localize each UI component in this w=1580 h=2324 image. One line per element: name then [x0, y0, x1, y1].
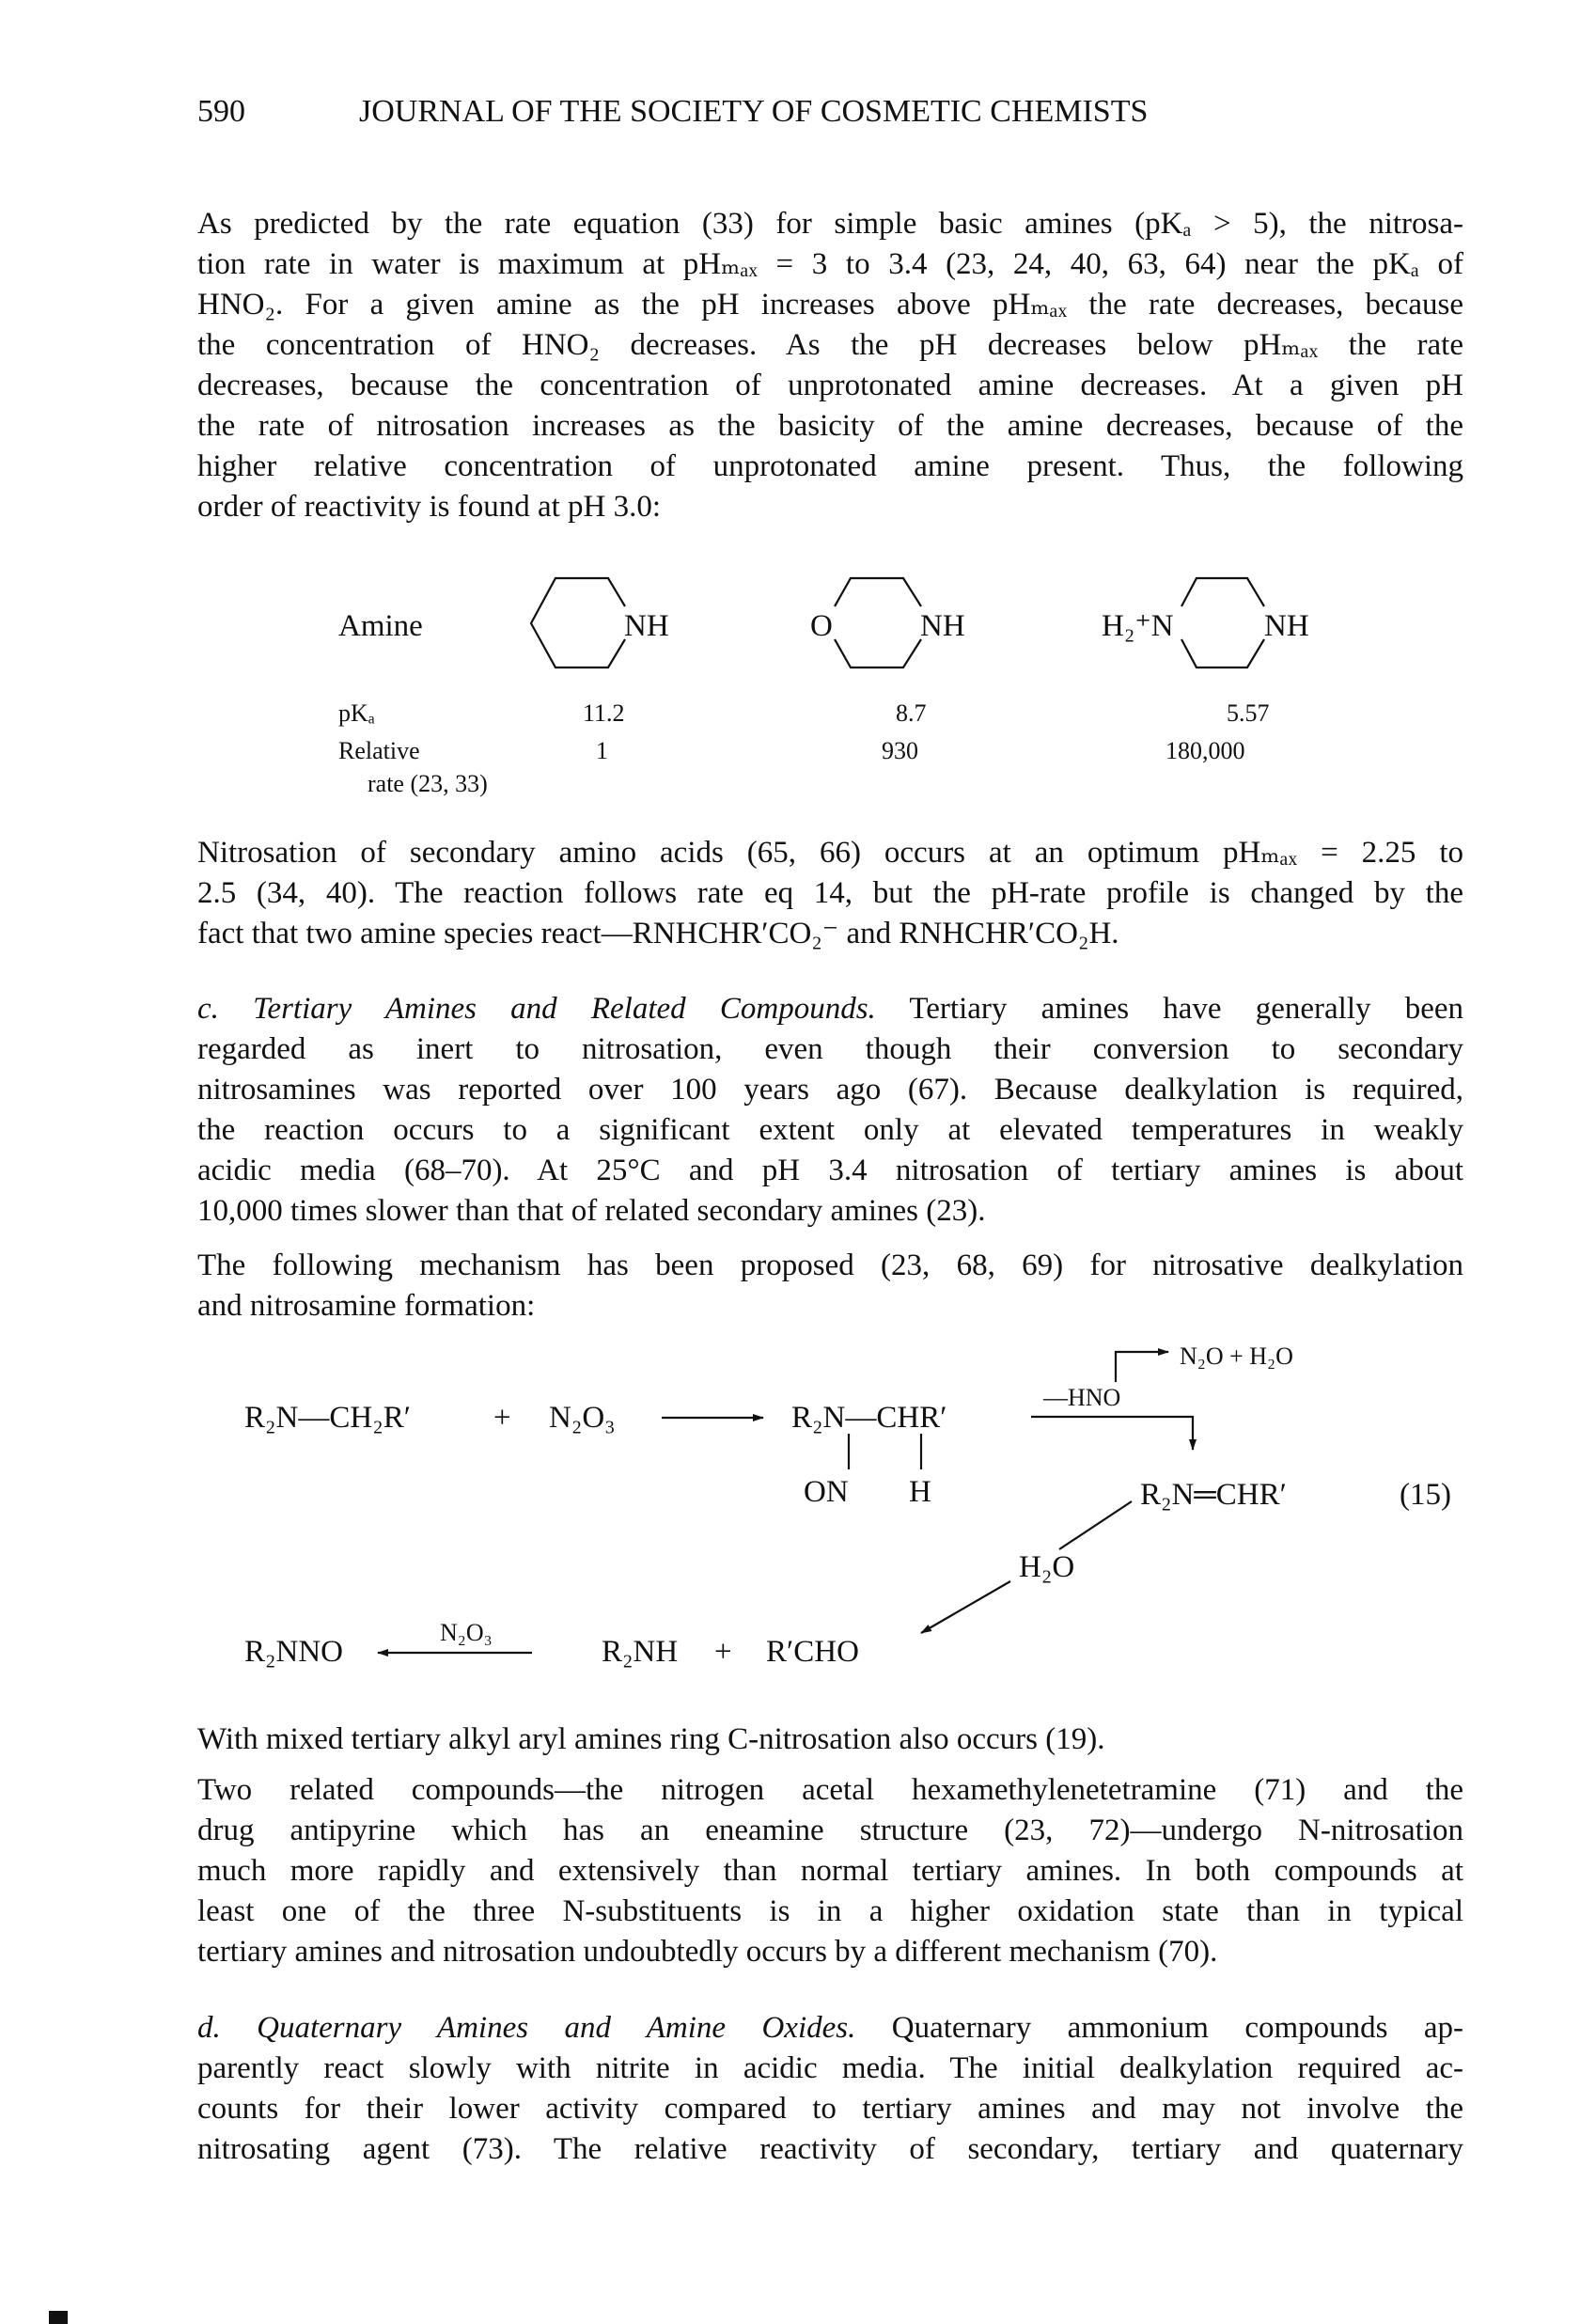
- paragraph-mixed-amines: [197, 1719, 1463, 1760]
- page-number: 590: [197, 94, 245, 129]
- text-line: tion rate in water is maximum at pHₘₐₓ = 3 to 3.4 (23, 24, 40, 63, 64) near the pKₐ of: [197, 247, 1463, 281]
- arrow-hydrolysis: [921, 1581, 1010, 1633]
- ring2-o: O: [810, 609, 833, 643]
- pka-value: 8.7: [896, 699, 927, 727]
- text-line: Two related compounds—the nitrogen acetal hexamethylenetetramine (71) and the: [197, 1773, 1463, 1807]
- scan-mark: [49, 2311, 68, 2324]
- byproduct: N₂O + H₂O: [1180, 1343, 1293, 1370]
- intermediate-on: ON: [804, 1475, 849, 1509]
- reagent-label: N₂O₃: [440, 1619, 493, 1646]
- text-line: much more rapidly and extensively than normal tertiary amines. In both compounds at: [197, 1854, 1463, 1888]
- equation-number: (15): [1400, 1478, 1451, 1512]
- text-line: order of reactivity is found at pH 3.0:: [197, 490, 662, 524]
- reagent: N₂O₃: [549, 1401, 616, 1435]
- line-hydrolysis: [1059, 1501, 1132, 1549]
- pka-value: 11.2: [583, 699, 625, 727]
- text-line: counts for their lower activity compared to tertiary amines and may not involve the: [197, 2092, 1463, 2126]
- rate-label: Relative: [338, 737, 420, 764]
- running-header: JOURNAL OF THE SOCIETY OF COSMETIC CHEMISTS: [359, 94, 1149, 129]
- text-line: With mixed tertiary alkyl aryl amines ring C-nitrosation also occurs (19).: [197, 1722, 1105, 1756]
- text-line: As predicted by the rate equation (33) for simple basic amines (pKₐ > 5), the nitrosa-: [197, 207, 1463, 241]
- text-line: the rate of nitrosation increases as the basicity of the amine decreases, because of the: [197, 409, 1463, 443]
- text-span: Quaternary ammonium compounds ap-: [891, 2011, 1464, 2045]
- loss-label: —HNO: [1043, 1384, 1121, 1411]
- amine-label: Amine: [338, 609, 423, 643]
- text-line: the concentration of HNO₂ decreases. As the pH decreases below pHₘₐₓ the rate: [197, 328, 1463, 362]
- text-line: drug antipyrine which has an eneamine structure (23, 72)—undergo N-nitrosation: [197, 1814, 1463, 1847]
- text-line: nitrosamines was reported over 100 years ago (67). Because dealkylation is required,: [197, 1073, 1463, 1107]
- water-label: H₂O: [1019, 1550, 1075, 1584]
- rate-value: 1: [596, 737, 608, 764]
- pka-value: 5.57: [1227, 699, 1270, 727]
- text-line: least one of the three N-substituents is in a higher oxidation state than in typical: [197, 1894, 1463, 1928]
- text-line: higher relative concentration of unprotonated amine present. Thus, the following: [197, 449, 1463, 483]
- text-line: HNO₂. For a given amine as the pH increases above pHₘₐₓ the rate decreases, because: [197, 288, 1463, 322]
- plus: +: [493, 1401, 511, 1435]
- text-line: parently react slowly with nitrite in acidic media. The initial dealkylation required ac-: [197, 2051, 1463, 2085]
- section-heading: c. Tertiary Amines and Related Compounds.: [197, 992, 876, 1026]
- text-line: Nitrosation of secondary amino acids (65, 66) occurs at an optimum pHₘₐₓ = 2.25 to: [197, 836, 1463, 870]
- text-line: decreases, because the concentration of unprotonated amine decreases. At a given pH: [197, 369, 1463, 402]
- plus: +: [714, 1635, 732, 1669]
- imine: R₂N═CHR′: [1140, 1478, 1287, 1512]
- secondary-amine: R₂NH: [602, 1635, 679, 1669]
- ring1-nh: NH: [624, 609, 669, 643]
- ring3-h2n-plus: H₂⁺N: [1102, 609, 1174, 643]
- ring3-nh: NH: [1264, 609, 1309, 643]
- arrow-byproduct: [1116, 1352, 1168, 1382]
- rate-label-ref: rate (23, 33): [368, 770, 488, 797]
- rate-value: 930: [882, 737, 918, 764]
- text-line: The following mechanism has been proposed (23, 68, 69) for nitrosative dealkylation: [197, 1248, 1463, 1282]
- paragraph-related-compounds: [197, 1770, 1463, 1972]
- text-line: fact that two amine species react—RNHCHR′CO₂⁻ and RNHCHR′CO₂H.: [197, 917, 1119, 950]
- text-line: and nitrosamine formation:: [197, 1289, 536, 1323]
- text-line: regarded as inert to nitrosation, even though their conversion to secondary: [197, 1032, 1463, 1066]
- text-line: [197, 2008, 1463, 2049]
- ring2-nh: NH: [920, 609, 965, 643]
- text-line: nitrosating agent (73). The relative reactivity of secondary, tertiary and quaternary: [197, 2132, 1463, 2166]
- section-heading: d. Quaternary Amines and Amine Oxides.: [197, 2011, 856, 2045]
- text-line: acidic media (68–70). At 25°C and pH 3.4 nitrosation of tertiary amines is about: [197, 1154, 1463, 1187]
- text-span: Tertiary amines have generally been: [909, 992, 1464, 1026]
- nitrosamine: R₂NNO: [244, 1635, 344, 1669]
- intermediate-h: H: [909, 1475, 931, 1509]
- arrow-elimination: [1031, 1417, 1193, 1450]
- text-line: the reaction occurs to a significant extent only at elevated temperatures in weakly: [197, 1113, 1463, 1147]
- rate-value: 180,000: [1165, 737, 1245, 764]
- intermediate: R₂N—CHR′: [791, 1401, 947, 1435]
- aldehyde: R′CHO: [766, 1635, 859, 1669]
- reactant: R₂N—CH₂R′: [244, 1401, 411, 1435]
- section-quaternary-amines: [197, 2008, 1463, 2170]
- text-line: 10,000 times slower than that of related secondary amines (23).: [197, 1194, 986, 1228]
- text-line: 2.5 (34, 40). The reaction follows rate eq 14, but the pH-rate profile is changed by the: [197, 876, 1463, 910]
- text-line: tertiary amines and nitrosation undoubtedly occurs by a different mechanism (70).: [197, 1935, 1218, 1969]
- pka-label: pKₐ: [338, 699, 375, 727]
